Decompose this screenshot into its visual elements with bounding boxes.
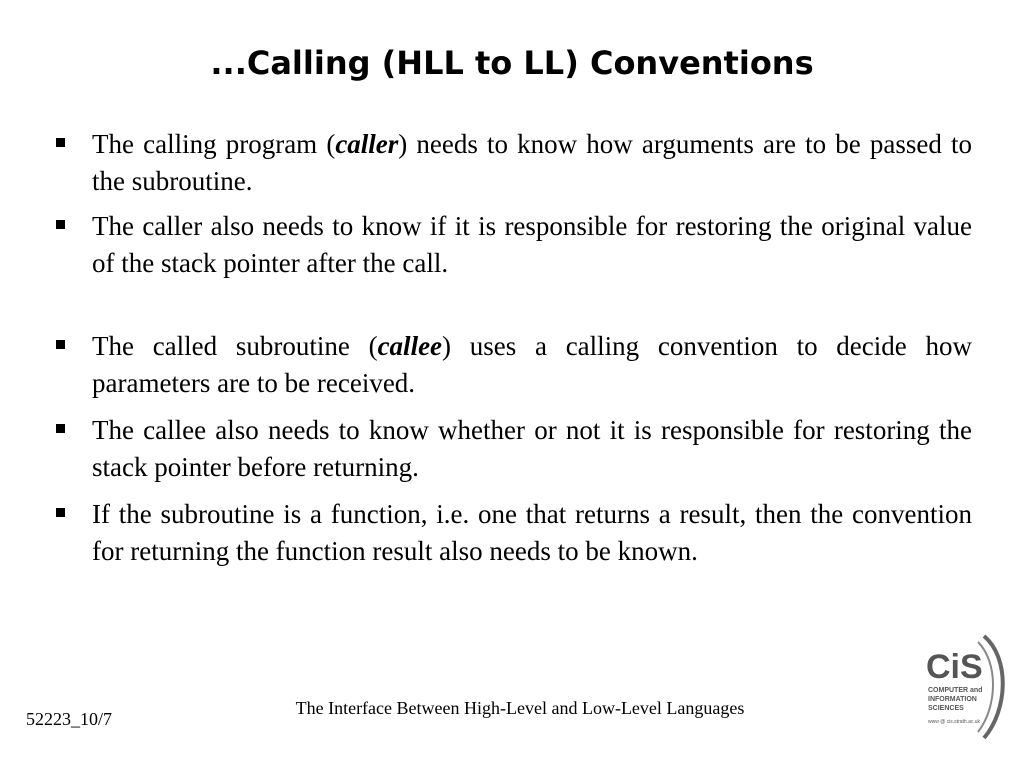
square-bullet-icon	[56, 508, 65, 517]
bullet-item	[56, 412, 972, 486]
bullet-item	[56, 126, 972, 200]
logo-line-1: COMPUTER and	[928, 687, 983, 694]
bullet-text-post: ) needs to know how arguments are to be passed to the subroutine.	[92, 129, 972, 196]
footer-title: The Interface Between High-Level and Low-Level Languages	[295, 698, 745, 718]
square-bullet-icon	[56, 424, 65, 433]
bullet-text: If the subroutine is a function, i.e. one that returns a result, then the convention for returning the function result also needs to be known.	[92, 499, 972, 566]
logo-line-3: SCIENCES	[928, 705, 964, 712]
slide-title: ...Calling (HLL to LL) Conventions	[210, 44, 814, 82]
bullet-text-pre: The calling program (	[92, 129, 336, 159]
bullet-text-pre: The called subroutine (	[92, 331, 378, 361]
bullet-item	[56, 328, 972, 402]
square-bullet-icon	[56, 220, 65, 229]
bullet-emphasis: callee	[377, 331, 443, 361]
bullet-emphasis: caller	[335, 129, 399, 159]
cis-logo-icon	[918, 628, 1008, 746]
bullet-text: The callee also needs to know whether or not it is responsible for restoring the stack pointer before returning.	[92, 415, 972, 482]
slide-number: 52223_10/7	[26, 709, 113, 729]
square-bullet-icon	[56, 138, 65, 147]
bullet-text-post: ) uses a calling convention to decide how parameters are to be received.	[92, 331, 972, 398]
bullet-text: The caller also needs to know if it is responsible for restoring the original value of the stack pointer after the call.	[92, 211, 972, 278]
logo-url: www @ cis.strath.ac.uk	[928, 719, 981, 725]
logo-mark: CiS	[926, 648, 983, 686]
bullet-item	[56, 496, 972, 570]
logo-line-2: INFORMATION	[928, 696, 977, 703]
square-bullet-icon	[56, 340, 65, 349]
bullet-list	[56, 126, 972, 570]
bullet-item	[56, 208, 972, 282]
